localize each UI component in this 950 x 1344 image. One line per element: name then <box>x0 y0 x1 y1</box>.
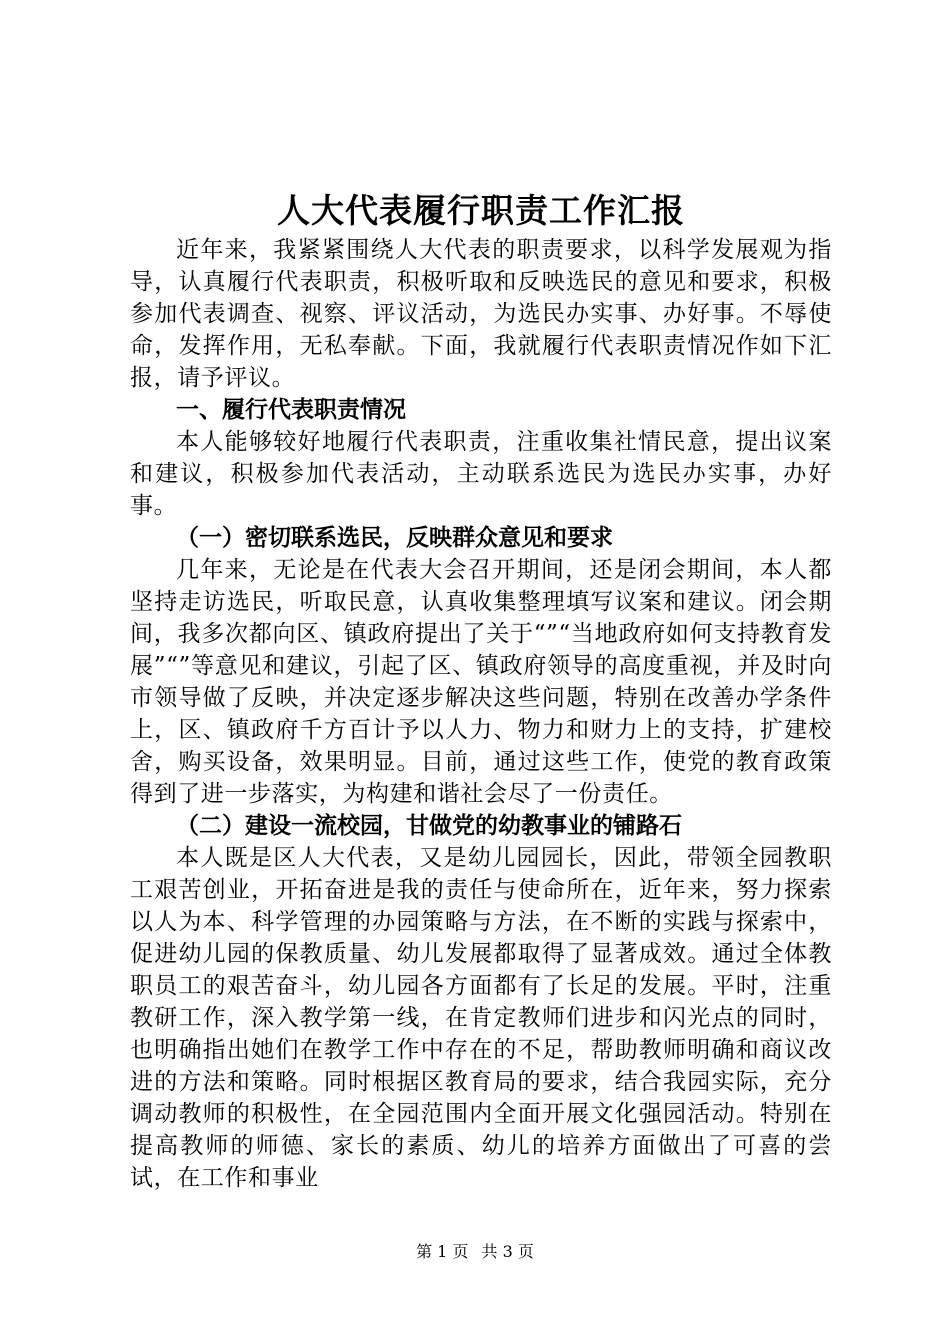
page-total: 共 3 页 <box>481 1242 534 1261</box>
section-paragraph-1: 本人能够较好地履行代表职责，注重收集社情民意，提出议案和建议，积极参加代表活动，主动联系选民为选民办实事，办好事。 <box>130 429 832 519</box>
document-title: 人大代表履行职责工作汇报 <box>277 191 685 230</box>
subsection-heading-1: （一）密切联系选民，反映群众意见和要求 <box>176 525 613 551</box>
subsection-paragraph-1: 几年来，无论是在代表大会召开期间，还是闭会期间，本人都坚持走访选民，听取民意，认真收集整理填写议案和建议。闭会期间，我多次都向区、镇政府提出了关于“”“当地政府如何支持教育发展”“”等意见和建议，引起了区、镇政府领导的高度重视，并及时向市领导做了反映，并决定逐步解决这些问题，特别在改善办学条件上，区、镇政府千方百计予以人力、物力和财力上的支持，扩建校舍，购买设备，效果明显。目前，通过这些工作，使党的教育政策得到了进一步落实，为构建和谐社会尽了一份责任。 <box>130 557 832 807</box>
intro-paragraph: 近年来，我紧紧围绕人大代表的职责要求，以科学发展观为指导，认真履行代表职责，积极听取和反映选民的意见和要求，积极参加代表调查、视察、评议活动，为选民办实事、办好事。不辱使命，发挥作用，无私奉献。下面，我就履行代表职责情况作如下汇报，请予评议。 <box>130 237 832 391</box>
subsection-heading-2: （二）建设一流校园，甘做党的幼教事业的铺路石 <box>176 813 682 839</box>
page-footer <box>0 1242 950 1262</box>
section-heading-1: 一、履行代表职责情况 <box>176 397 406 423</box>
document-body <box>130 188 832 1194</box>
subsection-paragraph-2: 本人既是区人大代表，又是幼儿园园长，因此，带领全园教职工艰苦创业，开拓奋进是我的责任与使命所在，近年来，努力探索以人为本、科学管理的办园策略与方法，在不断的实践与探索中，促进幼儿园的保教质量、幼儿发展都取得了显著成效。通过全体教职员工的艰苦奋斗，幼儿园各方面都有了长足的发展。平时，注重教研工作，深入教学第一线，在肯定教师们进步和闪光点的同时，也明确指出她们在教学工作中存在的不足，帮助教师明确和商议改进的方法和策略。同时根据区教育局的要求，结合我园实际，充分调动教师的积极性，在全园范围内全面开展文化强园活动。特别在提高教师的师德、家长的素质、幼儿的培养方面做出了可喜的尝试，在工作和事业 <box>130 845 832 1191</box>
page-number: 第 1 页 <box>416 1242 469 1261</box>
